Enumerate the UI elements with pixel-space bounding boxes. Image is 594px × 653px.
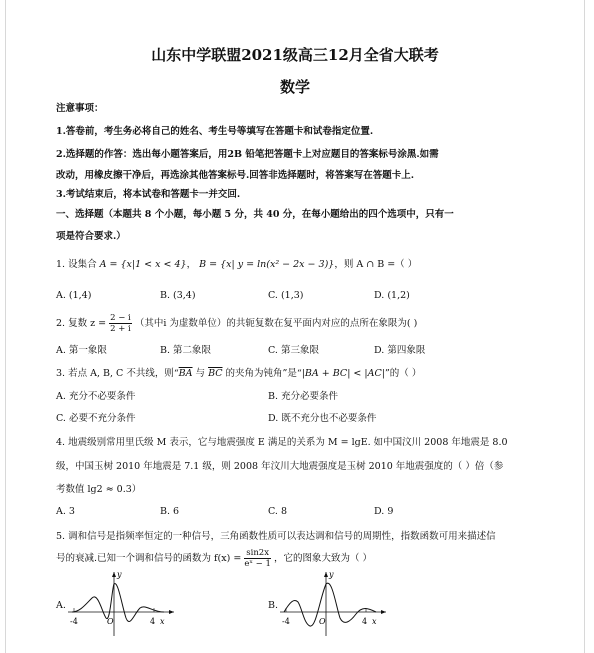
q3-prefix: 3. 若点 A, B, C 不共线，则“	[56, 368, 179, 379]
q3-option-d: D. 既不充分也不必要条件	[268, 413, 377, 424]
notice-item-3: 3.考试结束后，将本试卷和答题卡一并交回.	[56, 189, 241, 200]
q2-prefix: 2. 复数 z =	[56, 318, 107, 329]
q4-option-d: D. 9	[374, 506, 394, 517]
notice-item-1: 1.答卷前，考生务必将自己的姓名、考生号等填写在答题卡和试卷指定位置.	[56, 126, 374, 137]
exam-page	[5, 0, 585, 653]
q2-option-a: A. 第一象限	[56, 345, 107, 356]
q5-frac-den: eˣ − 1	[244, 559, 271, 569]
q2-fraction	[109, 313, 132, 334]
q2-frac-den: 2 + i	[110, 324, 131, 334]
q5-line2-prefix: 号的衰减.已知一个调和信号的函数为 f(x) =	[56, 553, 242, 564]
q1-set-a: A = {x|1 < x < 4}	[99, 259, 187, 270]
question-5-line-2	[56, 548, 372, 569]
section-heading: 一、选择题（本题共 8 个小题，每小题 5 分，共 40 分，在每小题给出的四个选项中，只有一	[56, 209, 454, 220]
q2-suffix: （其中i 为虚数单位）的共轭复数在复平面内对应的点所在象限为( )	[134, 318, 418, 329]
q3-abs-expr: |BA + BC| < |AC|	[301, 368, 385, 379]
question-4-line-1: 4. 地震级别常用里氏级 M 表示，它与地震强度 E 满足的关系为 M = lgE. 如中国汶川 2008 年地震是 8.0	[56, 437, 508, 448]
q5-frac-num: sin2x	[246, 548, 270, 558]
graph-b-y-label: y	[329, 570, 334, 579]
subject-title: 数学	[279, 78, 310, 96]
graph-b-x-neg: -4	[282, 617, 290, 626]
q5-graph-a-label: A.	[56, 600, 66, 611]
y-axis-arrow	[112, 572, 116, 577]
graph-b-x-pos: 4	[362, 617, 368, 626]
question-1	[56, 256, 417, 270]
graph-a-x-neg: -4	[70, 617, 78, 626]
q4-option-c: C. 8	[268, 506, 288, 517]
notice-item-2-cont: 改动，用橡皮擦干净后，再选涂其他答案标号.回答非选择题时，将答案写在答题卡上.	[56, 170, 415, 181]
q1-option-d: D. (1,2)	[374, 290, 410, 301]
x-axis-arrow	[169, 610, 174, 614]
page-title: 山东中学联盟2021级高三12月全省大联考	[151, 46, 439, 64]
q5-graph-b-label: B.	[268, 600, 279, 611]
question-4-line-2: 级，中国玉树 2010 年地震是 7.1 级，则 2008 年汶川大地震强度是玉树 2010 年地震强度的（ ）倍（参	[56, 461, 504, 472]
graph-a-y-label: y	[117, 570, 122, 579]
section-heading-cont: 项是符合要求.）	[56, 231, 126, 242]
q4-option-a: A. 3	[56, 506, 75, 517]
y-axis-arrow	[324, 572, 328, 577]
graph-a-x-pos: 4	[150, 617, 156, 626]
notice-heading: 注意事项：	[56, 103, 104, 114]
q5-fraction	[244, 548, 271, 569]
notice-item-2: 2.选择题的作答：选出每小题答案后，用2B 铅笔把答题卡上对应题目的答案标号涂黑.如需	[56, 149, 439, 160]
q3-mid2: 的夹角为钝角”是“	[222, 368, 302, 379]
q3-mid1: 与	[192, 368, 209, 379]
q3-vec-bc: $\overline{BC}$	[208, 368, 223, 379]
q3-option-c: C. 必要不充分条件	[56, 413, 136, 424]
q5-line2-suffix: ，它的图象大致为（ ）	[273, 553, 372, 564]
q1-set-b: B = {x| y = ln(x² − 2x − 3)}	[199, 259, 335, 270]
q2-option-b: B. 第二象限	[160, 345, 212, 356]
q2-option-d: D. 第四象限	[374, 345, 426, 356]
graph-a-origin: O	[107, 617, 114, 626]
graph-b-origin: O	[319, 617, 326, 626]
curve-a	[72, 584, 164, 622]
question-2	[56, 313, 417, 334]
q1-sep: ，	[186, 259, 197, 270]
q1-option-c: C. (1,3)	[268, 290, 304, 301]
q1-prefix: 1. 设集合	[56, 259, 97, 270]
x-axis-arrow	[381, 610, 386, 614]
q1-option-a: A. (1,4)	[56, 290, 92, 301]
q3-option-a: A. 充分不必要条件	[56, 391, 136, 402]
question-5-line-1: 5. 调和信号是指频率恒定的一种信号，三角函数性质可以表达调和信号的周期性，指数函数可用来描述信	[56, 531, 496, 542]
q1-option-b: B. (3,4)	[160, 290, 196, 301]
q5-graph-a	[68, 568, 178, 638]
q5-graph-b	[280, 568, 390, 638]
q2-option-c: C. 第三象限	[268, 345, 319, 356]
q3-suffix: ”的（ ）	[384, 368, 422, 379]
question-4-line-3: 考数值 lg2 ≈ 0.3）	[56, 484, 142, 495]
q1-suffix: ，则 A ∩ B =（ ）	[334, 259, 418, 270]
question-3	[56, 365, 421, 379]
q3-option-b: B. 充分必要条件	[268, 391, 339, 402]
q3-vec-ba: $\overline{BA}$	[178, 368, 193, 379]
graph-b-x-label: x	[372, 617, 377, 626]
graph-a-x-label: x	[160, 617, 165, 626]
q4-option-b: B. 6	[160, 506, 180, 517]
q2-frac-num: 2 − i	[110, 313, 131, 323]
